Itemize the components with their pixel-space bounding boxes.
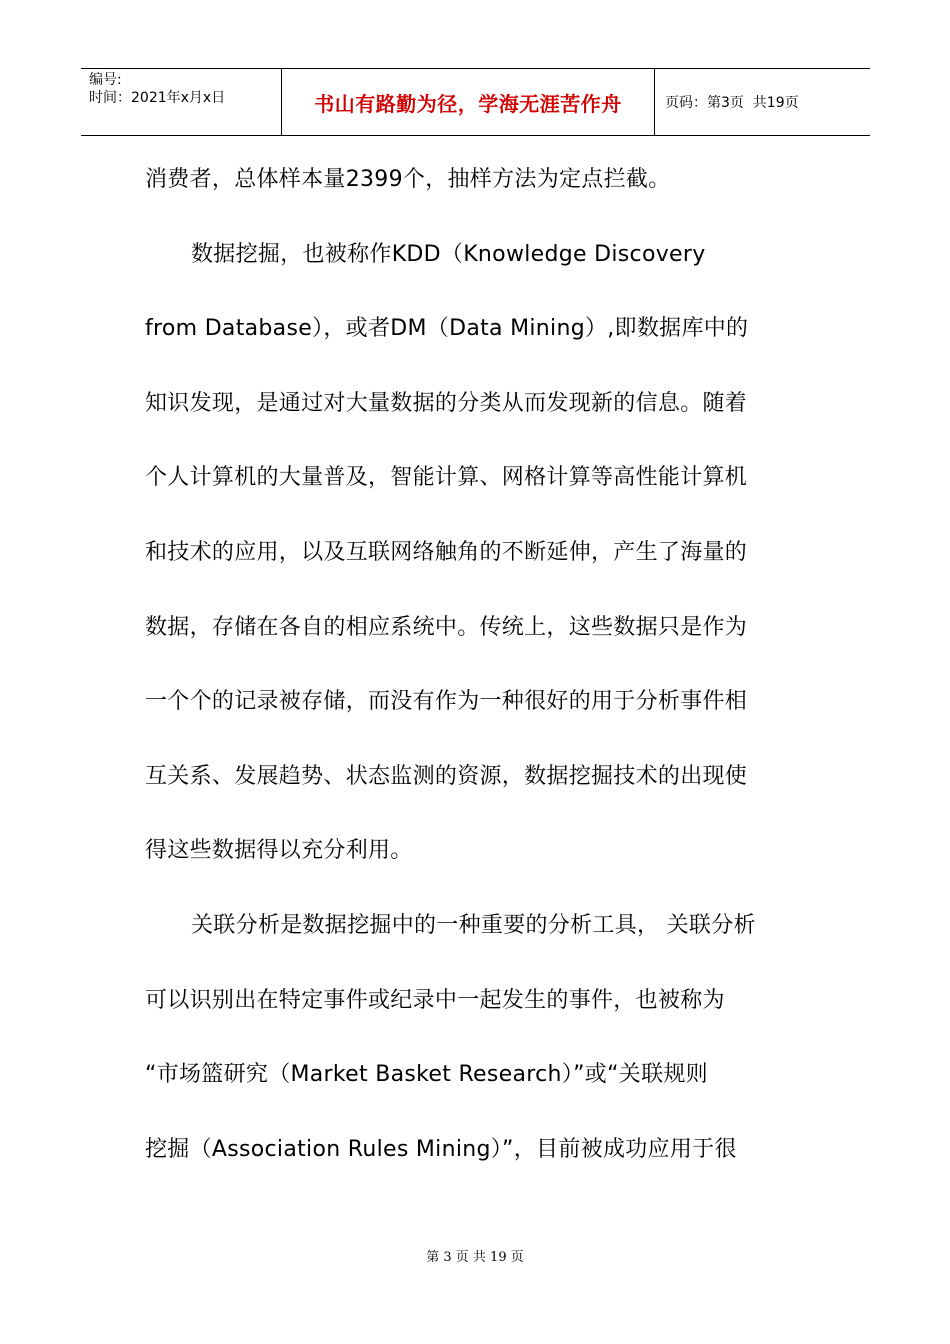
header-motto: 书山有路勤为径，学海无涯苦作舟: [314, 91, 622, 116]
body-line: 一个个的记录被存储，而没有作为一种很好的用于分析事件相: [145, 689, 748, 715]
body-line: 可以识别出在特定事件或纪录中一起发生的事件，也被称为: [145, 987, 725, 1013]
body-line: “市场篮研究（Market Basket Research）”或“关联规则: [145, 1062, 708, 1088]
body-line: 互关系、发展趋势、状态监测的资源，数据挖掘技术的出现使: [145, 763, 748, 789]
header-motto-cell: [282, 69, 655, 135]
page-footer: [0, 1246, 950, 1265]
header-page-info: 页码：第3页 共19页: [665, 95, 799, 111]
body-line: 知识发现，是通过对大量数据的分类从而发现新的信息。随着: [145, 390, 748, 416]
document-body: [145, 143, 815, 1187]
body-line: from Database），或者DM（Data Mining）,即数据库中的: [145, 316, 749, 342]
body-line: 消费者，总体样本量2399个，抽样方法为定点拦截。: [145, 167, 671, 192]
body-line: 关联分析是数据挖掘中的一种重要的分析工具， 关联分析: [191, 912, 756, 938]
body-line: 和技术的应用，以及互联网络触角的不断延伸，产生了海量的: [145, 539, 748, 565]
footer-page-number: 第 3 页 共 19 页: [426, 1250, 524, 1265]
body-line: 数据挖掘，也被称作KDD（Knowledge Discovery: [191, 241, 706, 267]
body-line: 挖掘（Association Rules Mining）”，目前被成功应用于很: [145, 1136, 737, 1162]
body-line: 数据，存储在各自的相应系统中。传统上，这些数据只是作为: [145, 614, 748, 640]
header-table: [81, 68, 870, 136]
header-page-cell: [655, 69, 870, 135]
document-date-label: 时间：2021年x月x日: [89, 90, 226, 106]
document-number-label: 编号:: [89, 72, 122, 88]
body-line: 得这些数据得以充分利用。: [145, 838, 413, 864]
body-line: 个人计算机的大量普及，智能计算、网格计算等高性能计算机: [145, 465, 748, 491]
header-meta-cell: [81, 69, 282, 135]
